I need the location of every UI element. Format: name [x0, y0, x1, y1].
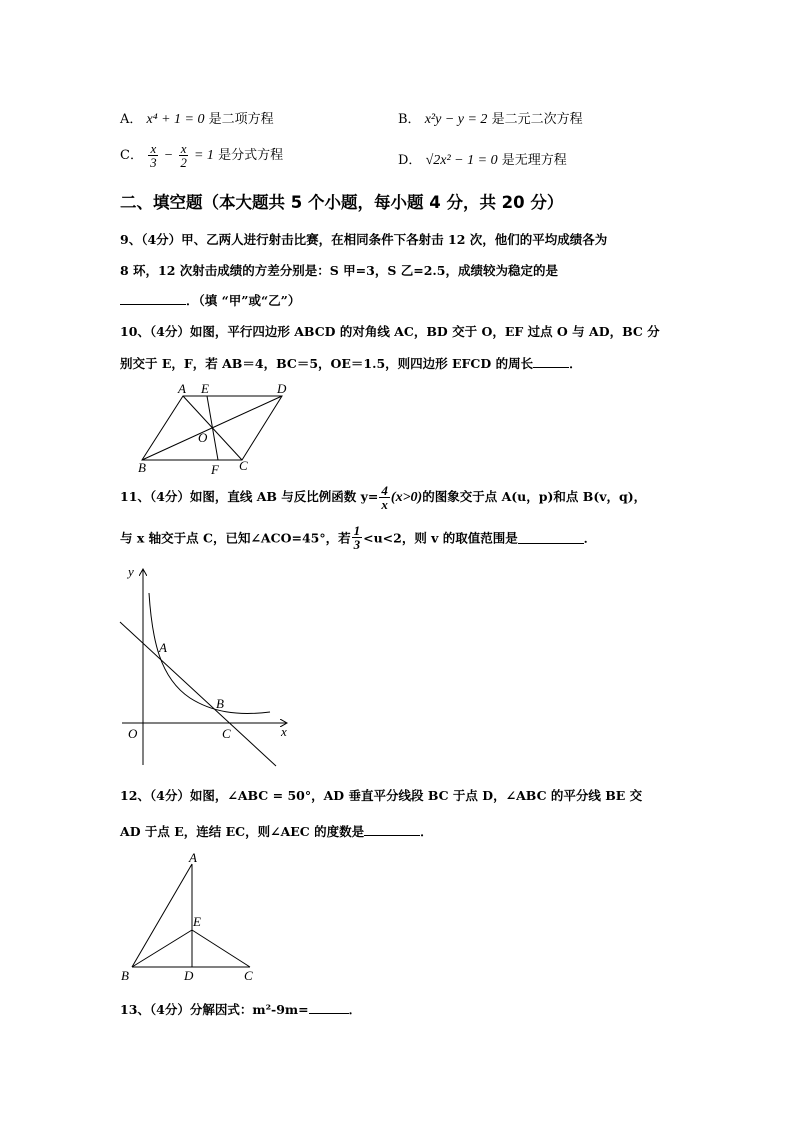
segment-ef — [207, 396, 218, 460]
option-a-formula: x⁴ + 1 = 0 — [146, 112, 205, 127]
q10-answer-blank[interactable] — [533, 355, 569, 368]
label-c: C — [244, 968, 253, 983]
q11-answer-blank[interactable] — [518, 531, 584, 544]
q11-line2-b: <u<2，则 v 的取值范围是 — [363, 530, 518, 546]
option-d-letter: D． — [398, 153, 422, 168]
q12-triangle-figure — [118, 848, 268, 986]
label-y: y — [128, 564, 134, 579]
label-f: F — [211, 462, 219, 477]
q9-line2: 8 环，12 次射击成绩的方差分别是：S 甲=3，S 乙=2.5，成绩较为稳定的是 — [120, 263, 558, 278]
option-c — [120, 142, 283, 169]
segment-be — [132, 930, 192, 967]
option-c-text: 是分式方程 — [218, 148, 284, 163]
label-e: E — [201, 381, 209, 396]
label-o: O — [198, 430, 208, 445]
q11-line1-a: 11、（4分）如图，直线 AB 与反比例函数 y= — [120, 489, 379, 504]
label-b: B — [216, 696, 224, 711]
label-a: A — [159, 640, 167, 655]
q9-answer-blank[interactable] — [120, 292, 186, 305]
label-o: O — [128, 726, 138, 741]
q13-answer-blank[interactable] — [309, 1001, 349, 1014]
q11-line1-b: 的图象交于点 A(u，p)和点 B(v，q)， — [422, 489, 647, 504]
option-a-letter: A． — [120, 112, 143, 127]
segment-ec — [192, 930, 250, 967]
q11-condition: (x>0) — [390, 490, 423, 505]
q10-parallelogram-figure — [130, 380, 300, 478]
section-title: 二、填空题（本大题共 5 个小题，每小题 4 分，共 20 分） — [120, 193, 564, 212]
label-b: B — [121, 968, 129, 983]
option-a-text: 是二项方程 — [208, 112, 274, 127]
q10-line1: 10、（4分）如图，平行四边形 ABCD 的对角线 AC，BD 交于 O，EF 过点 O 与 AD，BC 分 — [120, 324, 660, 339]
option-d-formula: √2x² − 1 = 0 — [425, 153, 498, 168]
q11-fraction-1-over-3: $\frac{1}{3}$ — [353, 523, 361, 552]
q11-line2 — [120, 524, 596, 551]
q11-line1 — [120, 484, 646, 511]
option-c-equals: = 1 — [193, 148, 214, 163]
q12-line2-end: ． — [420, 824, 433, 839]
q11-line2-end: ． — [583, 530, 597, 546]
hyperbola-curve — [149, 593, 270, 713]
q9-hint: ．（填 “甲”或“乙”） — [186, 293, 301, 308]
option-c-minus: − — [163, 148, 174, 163]
q11-line2-a: 与 x 轴交于点 C，已知∠ACO=45°，若 — [120, 530, 351, 546]
q10-line2-end: ． — [569, 356, 582, 371]
option-c-letter: C． — [120, 148, 143, 163]
q9-line1: 9、（4分）甲、乙两人进行射击比赛，在相同条件下各射击 12 次，他们的平均成绩各为 — [120, 232, 608, 247]
label-d: D — [184, 968, 194, 983]
label-x: x — [281, 724, 287, 739]
option-c-fraction-1: $\frac{x}{3}$ — [150, 141, 157, 170]
label-a: A — [189, 850, 197, 865]
q13-text: 13、（4分）分解因式：m²-9m= — [120, 1002, 309, 1017]
q13-line — [120, 1000, 361, 1018]
option-b-formula: x²y − y = 2 — [424, 112, 488, 127]
q13-end: ． — [348, 1002, 362, 1017]
option-b — [398, 108, 583, 128]
label-c: C — [222, 726, 231, 741]
q9-line3 — [120, 291, 300, 309]
q12-line2-text: AD 于点 E，连结 EC，则∠AEC 的度数是 — [120, 824, 365, 839]
segment-ab — [132, 864, 192, 967]
q12-line1: 12、（4分）如图，∠ABC = 50°，AD 垂直平分线段 BC 于点 D，∠ABC 的平分线 BE 交 — [120, 788, 643, 803]
label-b: B — [138, 460, 146, 475]
option-a — [120, 108, 274, 128]
q12-answer-blank[interactable] — [364, 823, 420, 836]
option-d — [398, 149, 567, 169]
q10-line2-text: 别交于 E，F，若 AB＝4，BC＝5，OE＝1.5，则四边形 EFCD 的周长 — [120, 356, 534, 371]
q11-fraction-4-over-x: $\frac{4}{x}$ — [381, 483, 388, 512]
label-a: A — [178, 381, 186, 396]
option-c-fraction-2: $\frac{x}{2}$ — [180, 141, 187, 170]
option-d-text: 是无理方程 — [501, 153, 567, 168]
q11-graph-figure — [112, 560, 302, 770]
label-e: E — [193, 914, 201, 929]
label-c: C — [239, 458, 248, 473]
label-d: D — [277, 381, 287, 396]
q10-line2 — [120, 354, 582, 372]
option-b-text: 是二元二次方程 — [491, 112, 583, 127]
q12-line2 — [120, 822, 433, 840]
option-b-letter: B． — [398, 112, 421, 127]
